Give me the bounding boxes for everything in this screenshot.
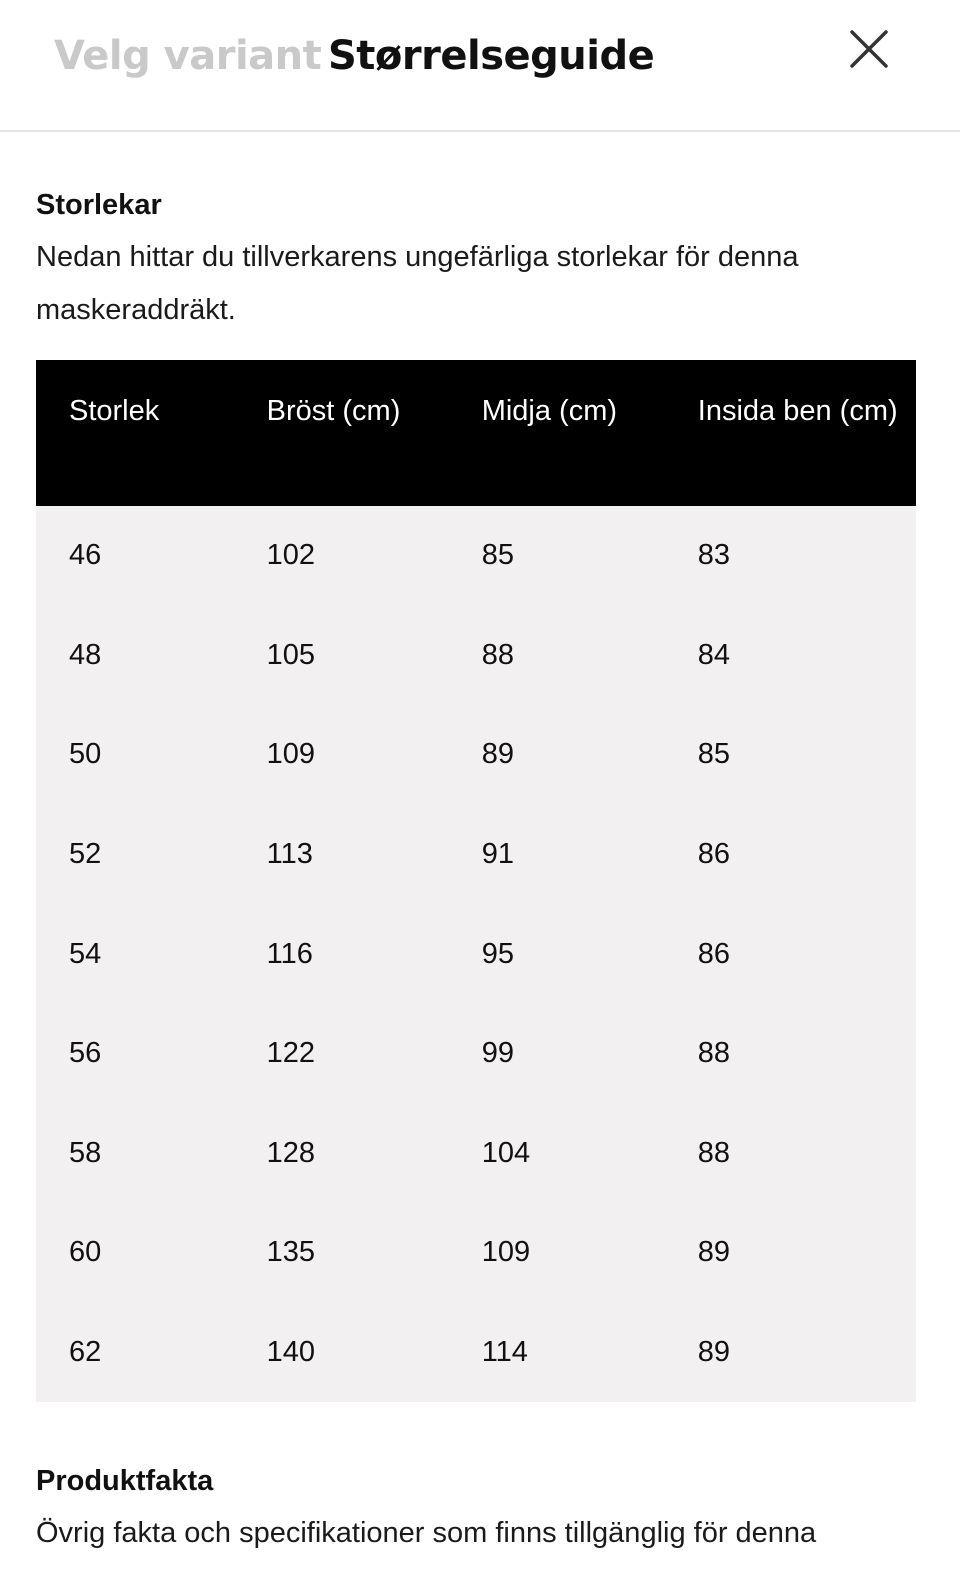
table-row bbox=[36, 1004, 916, 1104]
tab-select-variant[interactable]: Velg variant bbox=[54, 33, 322, 79]
cell-size: 48 bbox=[69, 638, 102, 671]
sizes-description: Nedan hittar du tillverkarens ungefärliga storlekar för denna maskeraddräkt. bbox=[36, 241, 799, 326]
close-button[interactable] bbox=[846, 26, 892, 72]
table-row bbox=[36, 1303, 916, 1403]
cell-waist: 104 bbox=[481, 1136, 531, 1169]
column-header-inseam: Insida ben (cm) bbox=[697, 395, 898, 427]
cell-waist: 109 bbox=[481, 1236, 531, 1269]
cell-inseam: 89 bbox=[697, 1236, 731, 1269]
cell-chest: 109 bbox=[266, 738, 316, 771]
cell-chest: 102 bbox=[266, 539, 316, 572]
size-table bbox=[36, 360, 916, 1402]
cell-size: 54 bbox=[69, 937, 102, 970]
cell-size: 62 bbox=[69, 1336, 102, 1369]
cell-chest: 140 bbox=[266, 1336, 316, 1369]
cell-chest: 105 bbox=[266, 638, 316, 671]
column-header-chest: Bröst (cm) bbox=[266, 395, 401, 427]
cell-chest: 122 bbox=[266, 1037, 316, 1070]
cell-size: 60 bbox=[69, 1236, 102, 1269]
table-row bbox=[36, 805, 916, 905]
cell-inseam: 88 bbox=[697, 1037, 731, 1070]
product-facts-heading: Produktfakta bbox=[36, 1465, 214, 1497]
cell-waist: 91 bbox=[481, 838, 514, 871]
cell-inseam: 86 bbox=[697, 937, 731, 970]
cell-waist: 99 bbox=[481, 1037, 514, 1070]
close-icon bbox=[846, 26, 892, 72]
cell-waist: 88 bbox=[481, 638, 514, 671]
cell-inseam: 85 bbox=[697, 738, 731, 771]
table-row bbox=[36, 506, 916, 606]
cell-waist: 89 bbox=[481, 738, 514, 771]
tab-size-guide[interactable]: Størrelseguide bbox=[328, 33, 655, 79]
table-row bbox=[36, 1203, 916, 1303]
cell-waist: 95 bbox=[481, 937, 514, 970]
table-row bbox=[36, 606, 916, 706]
cell-inseam: 83 bbox=[697, 539, 731, 572]
cell-waist: 85 bbox=[481, 539, 514, 572]
modal-header bbox=[0, 0, 960, 132]
column-header-size: Storlek bbox=[69, 395, 160, 427]
cell-chest: 113 bbox=[266, 838, 313, 871]
column-header-waist: Midja (cm) bbox=[481, 395, 618, 427]
cell-waist: 114 bbox=[481, 1336, 528, 1369]
cell-size: 52 bbox=[69, 838, 102, 871]
cell-inseam: 86 bbox=[697, 838, 731, 871]
table-row bbox=[36, 705, 916, 805]
table-header-row bbox=[36, 360, 916, 506]
cell-size: 58 bbox=[69, 1136, 102, 1169]
cell-chest: 135 bbox=[266, 1236, 316, 1269]
cell-size: 46 bbox=[69, 539, 102, 572]
product-facts-description: Övrig fakta och specifikationer som finns tillgänglig för denna bbox=[36, 1517, 817, 1549]
cell-inseam: 89 bbox=[697, 1336, 731, 1369]
table-row bbox=[36, 904, 916, 1004]
cell-inseam: 88 bbox=[697, 1136, 731, 1169]
cell-inseam: 84 bbox=[697, 638, 731, 671]
table-row bbox=[36, 1104, 916, 1204]
cell-size: 50 bbox=[69, 738, 102, 771]
cell-chest: 128 bbox=[266, 1136, 316, 1169]
cell-size: 56 bbox=[69, 1037, 102, 1070]
cell-chest: 116 bbox=[266, 937, 313, 970]
sizes-heading: Storlekar bbox=[36, 189, 162, 221]
